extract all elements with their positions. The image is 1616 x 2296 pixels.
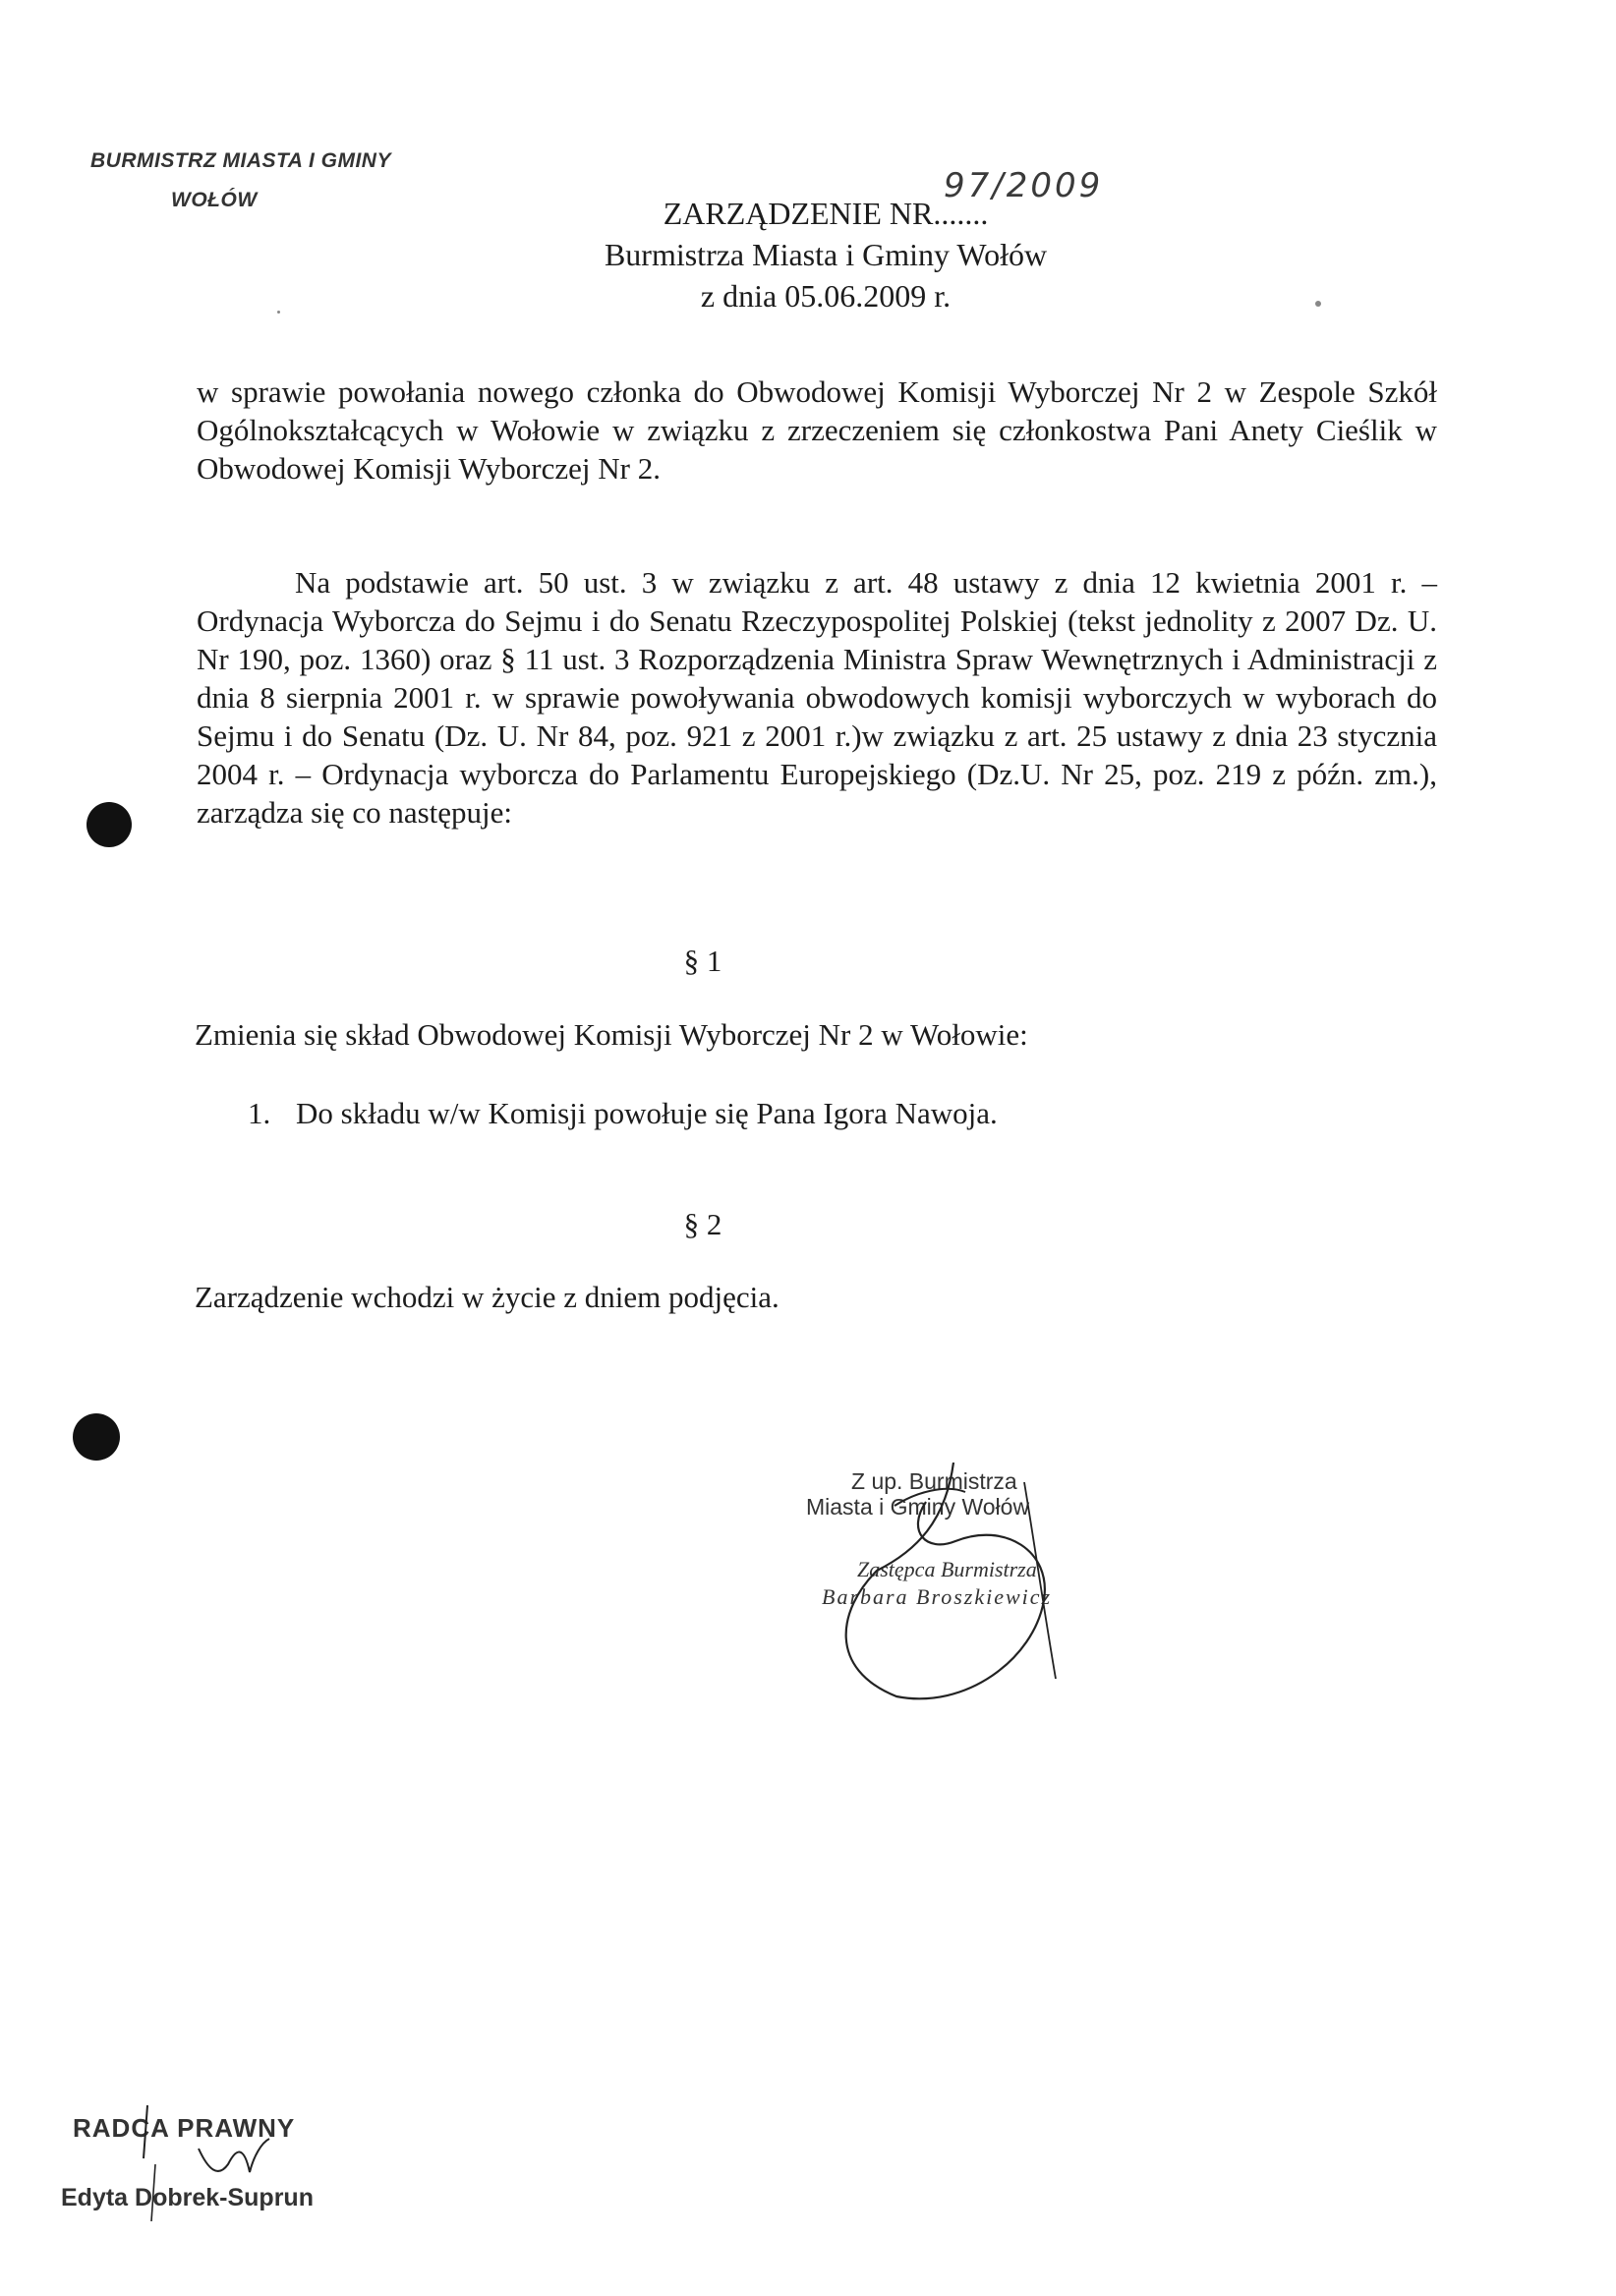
section-2-heading: § 2	[683, 1207, 722, 1241]
legal-basis-paragraph: Na podstawie art. 50 ust. 3 w związku z art. 48 ustawy z dnia 12 kwietnia 2001 r. – Ordynacja Wyborcza do Sejmu i do Senatu Rzeczypospolitej Polskiej (tekst jednolity z 2007 Dz. U. Nr 190, poz. 1360) oraz § 11 ust. 3 Rozporządzenia Ministra Spraw Wewnętrznych i Administracji z dnia 8 sierpnia 2001 r. w sprawie powoływania obwodowych komisji wyborczych w wyborach do Sejmu i do Senatu (Dz. U. Nr 84, poz. 921 z 2001 r.)w związku z art. 25 ustawy z dnia 23 stycznia 2004 r. – Ordynacja wyborcza do Parlamentu Europejskiego (Dz.U. Nr 25, poz. 219 z późn. zm.), zarządza się co następuje:	[197, 565, 1437, 830]
title-line3: z dnia 05.06.2009 r.	[700, 278, 952, 314]
handwritten-signature	[798, 1463, 1152, 1708]
legal-counsel-stamp	[61, 2103, 385, 2251]
signature-stamp-line4: Barbara Broszkiewicz	[822, 1584, 1053, 1609]
issuer-stamp-line1: BURMISTRZ MIASTA I GMINY	[90, 149, 391, 172]
legal-counsel-name: Edyta Dobrek-Suprun	[61, 2184, 314, 2211]
section-2-text: Zarządzenie wchodzi w życie z dniem podjęcia.	[195, 1280, 779, 1314]
signature-stamp-line1: Z up. Burmistrza	[851, 1468, 1017, 1494]
list-item-text: Do składu w/w Komisji powołuje się Pana Igora Nawoja.	[296, 1096, 998, 1130]
section-1-list-item	[248, 1094, 1329, 1132]
handwritten-number: 97/2009	[944, 166, 1104, 205]
title-line2: Burmistrza Miasta i Gminy Wołów	[604, 237, 1048, 272]
punch-hole-top	[87, 802, 132, 847]
punch-hole-bottom	[73, 1413, 120, 1461]
legal-counsel-initials	[61, 2103, 385, 2251]
signature-stamp-line3: Zastępca Burmistrza	[857, 1557, 1037, 1581]
signature-stamp	[798, 1463, 1152, 1708]
signature-stamp-line2: Miasta i Gminy Wołów	[806, 1494, 1030, 1520]
title-dots: .......	[933, 196, 989, 231]
issuer-stamp-line2: WOŁÓW	[171, 189, 258, 211]
section-1-heading: § 1	[683, 944, 722, 978]
legal-counsel-title: RADCA PRAWNY	[73, 2113, 296, 2143]
section-1-intro: Zmienia się skład Obwodowej Komisji Wyborczej Nr 2 w Wołowie:	[195, 1017, 1028, 1052]
title-block	[550, 166, 1104, 316]
title-line1	[550, 166, 1104, 234]
list-item-number: 1.	[248, 1096, 271, 1130]
subject-paragraph: w sprawie powołania nowego członka do Obwodowej Komisji Wyborczej Nr 2 w Zespole Szkół Ogólnokształcących w Wołowie w związku z zrzeczeniem się członkostwa Pani Anety Cieślik w Obwodowej Komisji Wyborczej Nr 2.	[197, 374, 1437, 486]
scan-speck	[277, 311, 280, 314]
title-prefix: ZARZĄDZENIE NR	[663, 196, 934, 231]
scan-speck	[1315, 301, 1321, 307]
